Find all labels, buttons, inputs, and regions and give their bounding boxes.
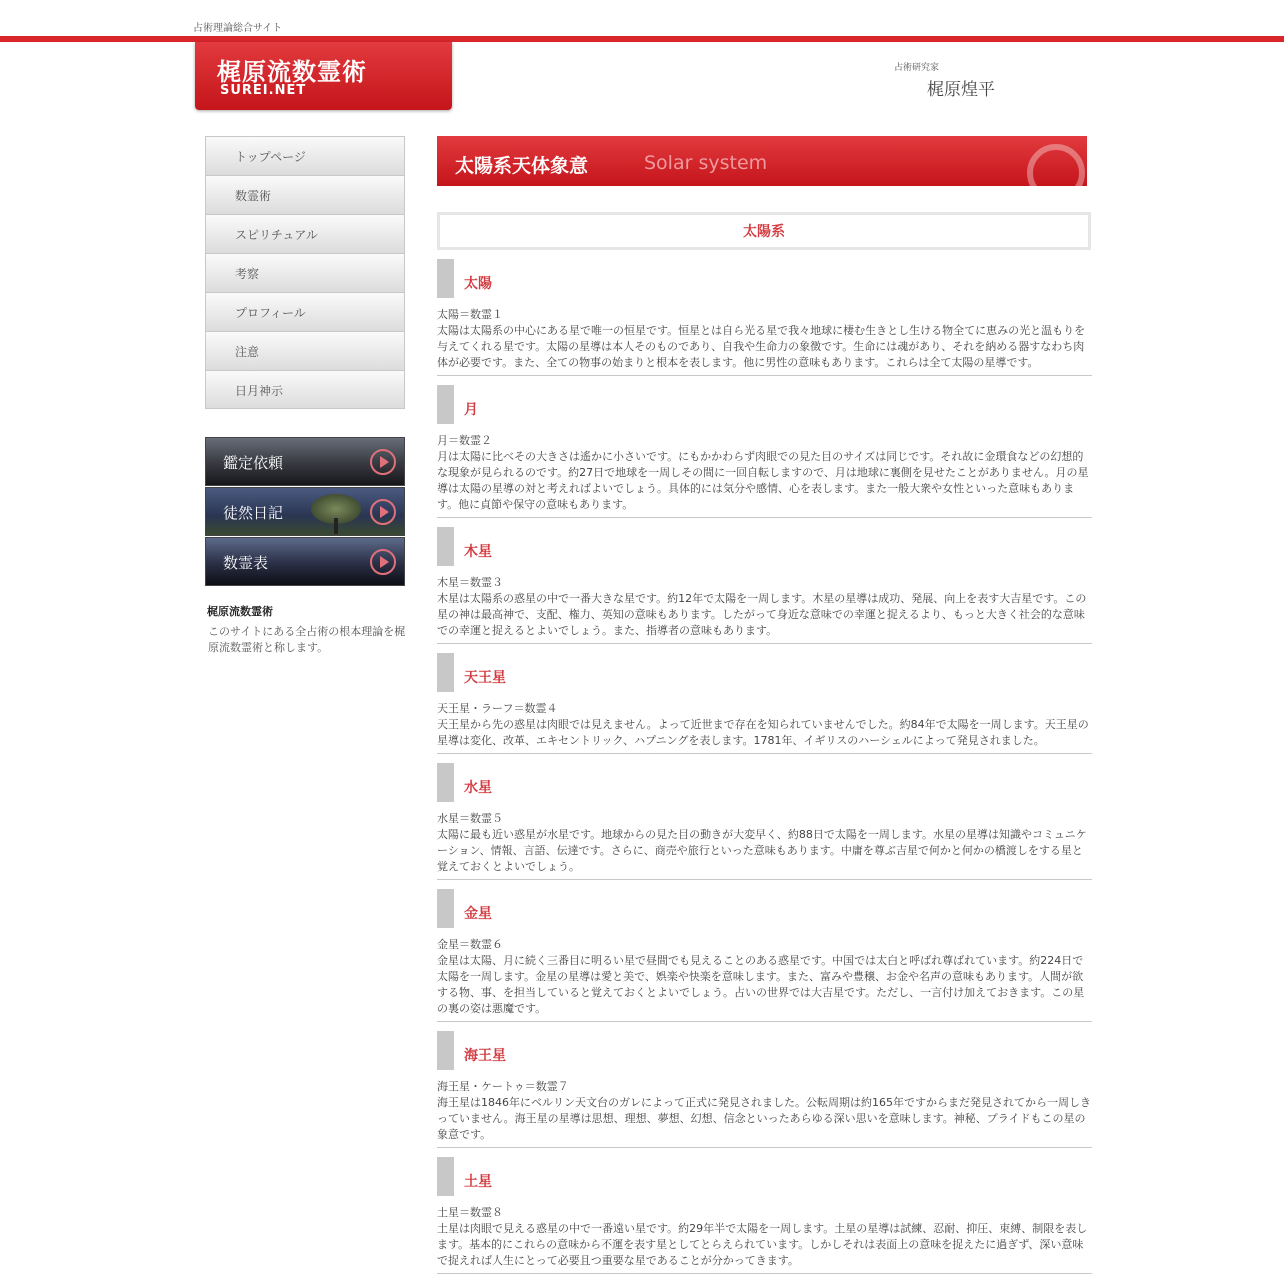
planet-number: 天王星・ラーフ＝数霊４ — [437, 702, 558, 715]
site-logo[interactable] — [195, 42, 452, 110]
planet-name: 金星 — [464, 906, 492, 922]
top-accent-bar — [0, 36, 1284, 42]
nav-item-notice[interactable]: 注意 — [205, 331, 405, 370]
nav-item-study[interactable]: 考察 — [205, 253, 405, 292]
planet-description — [437, 1205, 1092, 1274]
nav-item-hitsuki[interactable]: 日月神示 — [205, 370, 405, 409]
play-icon — [370, 549, 396, 575]
planet-name: 海王星 — [464, 1048, 506, 1064]
play-icon — [370, 449, 396, 475]
planet-description — [437, 307, 1092, 376]
sidebar-banners — [205, 437, 405, 587]
planet-body: 太陽は太陽系の中心にある星で唯一の恒星です。恒星とは自ら光る星で我々地球に棲む生きとし生ける物全てに恵みの光と温もりを与えてくれる星です。太陽の星導は本人そのものであり、自我や生命力の象徴です。生命には魂があり、それを納める器すなわち肉体が必要です。また、全ての物事の始まりと根本を表します。他に男性の意味もあります。これらは全て太陽の星導です。 — [437, 324, 1086, 369]
heading-bar — [437, 1031, 454, 1070]
planet-description — [437, 1079, 1092, 1148]
planet-name: 天王星 — [464, 670, 506, 686]
logo-english: SUREI.NET — [220, 83, 307, 98]
planet-body: 木星は太陽系の惑星の中で一番大きな星です。約12年で太陽を一周します。木星の星導は成功、発展、向上を表す大吉星です。この星の神は最高神で、支配、権力、英知の意味もあります。したがって身近な意味での幸運と捉えるより、もっと大きく社会的な意味での幸運と捉えるとよいでしょう。また、指導者の意味もあります。 — [437, 592, 1087, 637]
planet-name: 月 — [464, 402, 478, 418]
nav-item-spiritual[interactable]: スピリチュアル — [205, 214, 405, 253]
planet-description — [437, 937, 1092, 1022]
heading-bar — [437, 527, 454, 566]
banner-label: 徒然日記 — [223, 504, 284, 522]
planet-number: 海王星・ケートゥ＝数霊７ — [437, 1080, 569, 1093]
banner-diary[interactable] — [205, 487, 405, 536]
nav-item-profile[interactable]: プロフィール — [205, 292, 405, 331]
planet-name: 木星 — [464, 544, 492, 560]
planet-number: 太陽＝数霊１ — [437, 308, 503, 321]
heading-bar — [437, 763, 454, 802]
page-hero — [437, 136, 1087, 186]
planet-description — [437, 701, 1092, 754]
nav-item-top[interactable]: トップページ — [205, 136, 405, 175]
logo-japanese: 梶原流数霊術 — [217, 57, 367, 86]
planet-name: 土星 — [464, 1174, 492, 1190]
heading-bar — [437, 1157, 454, 1196]
nav-item-surei[interactable]: 数霊術 — [205, 175, 405, 214]
banner-label: 数霊表 — [223, 554, 269, 572]
site-tagline: 占術理論総合サイト — [193, 23, 283, 34]
planet-body: 月は太陽に比べその大きさは遙かに小さいです。にもかかわらず肉眼での見た目のサイズは同じです。それ故に金環食などの幻想的な現象が見られるのです。約27日で地球を一周しその間に一回自転しますので、月は地球に裏側を見せたことがありません。月の星導は太陽の星導の対と考えればよいでしょう。具体的には気分や感情、心を表します。また一般大衆や女性といった意味もあります。他に貞節や保守の意味もあります。 — [437, 450, 1089, 511]
banner-kantei[interactable] — [205, 437, 405, 486]
ring-decoration — [1027, 144, 1085, 186]
play-icon — [370, 499, 396, 525]
heading-bar — [437, 259, 454, 298]
planet-body: 土星は肉眼で見える惑星の中で一番遠い星です。約29年半で太陽を一周します。土星の星導は試練、忍耐、抑圧、束縛、制限を表します。基本的にこれらの意味から不運を表す星としてとらえられています。しかしそれは表面上の意味を捉えたに過ぎず、深い意味で捉えれば人生にとって必要且つ重要な星であることが分かってきます。 — [437, 1222, 1088, 1267]
author-name: 梶原煌平 — [927, 80, 995, 100]
planet-description — [437, 575, 1092, 644]
page-title-en: Solar system — [644, 152, 768, 174]
tree-trunk — [334, 518, 338, 534]
planet-name: 水星 — [464, 780, 492, 796]
sidebar-nav — [205, 136, 405, 409]
heading-bar — [437, 385, 454, 424]
planet-description — [437, 811, 1092, 880]
page-title: 太陽系天体象意 — [455, 155, 589, 177]
sidebar-info-title: 梶原流数霊術 — [207, 605, 273, 618]
planet-description — [437, 433, 1092, 518]
planet-number: 木星＝数霊３ — [437, 576, 503, 589]
banner-label: 鑑定依頼 — [223, 454, 284, 472]
planet-number: 水星＝数霊５ — [437, 812, 503, 825]
planet-number: 土星＝数霊８ — [437, 1206, 503, 1219]
planet-body: 天王星から先の惑星は肉眼では見えません。よって近世まで存在を知られていませんでした。約84年で太陽を一周します。天王星の星導は変化、改革、エキセントリック、ハプニングを表します。1781年、イギリスのハーシェルによって発見されました。 — [437, 718, 1089, 747]
planet-body: 海王星は1846年にベルリン天文台のガレによって正式に発見されました。公転周期は約165年ですからまだ発見されてから一周しきっていません。海王星の星導は思想、理想、夢想、幻想、信念といったあらゆる深い思いを意味します。神秘、プライドもこの星の象意です。 — [437, 1096, 1091, 1141]
planet-number: 月＝数霊２ — [437, 434, 492, 447]
section-title: 太陽系 — [437, 212, 1091, 250]
author-role: 占術研究家 — [894, 63, 940, 73]
heading-bar — [437, 653, 454, 692]
planet-body: 金星は太陽、月に続く三番目に明るい星で昼間でも見えることのある惑星です。中国では太白と呼ばれ尊ばれています。約224日で太陽を一周します。金星の星導は愛と美で、娯楽や快楽を意味します。また、富みや豊穣、お金や名声の意味もあります。人間が欲する物、事、を担当していると覚えておくとよいでしょう。占いの世界では大吉星です。ただし、一言付け加えておきます。この星の裏の姿は悪魔です。 — [437, 954, 1085, 1015]
sidebar-info-text: このサイトにある全占術の根本理論を梶原流数霊術と称します。 — [208, 625, 406, 654]
banner-surei-table[interactable] — [205, 537, 405, 586]
planet-name: 太陽 — [464, 276, 492, 292]
heading-bar — [437, 889, 454, 928]
planet-body: 太陽に最も近い惑星が水星です。地球からの見た目の動きが大変早く、約88日で太陽を一周します。水星の星導は知識やコミュニケーション、情報、言語、伝達です。さらに、商売や旅行といった意味もあります。中庸を尊ぶ吉星で何かと何かの橋渡しをする星と覚えておくとよいでしょう。 — [437, 828, 1087, 873]
planet-number: 金星＝数霊６ — [437, 938, 503, 951]
